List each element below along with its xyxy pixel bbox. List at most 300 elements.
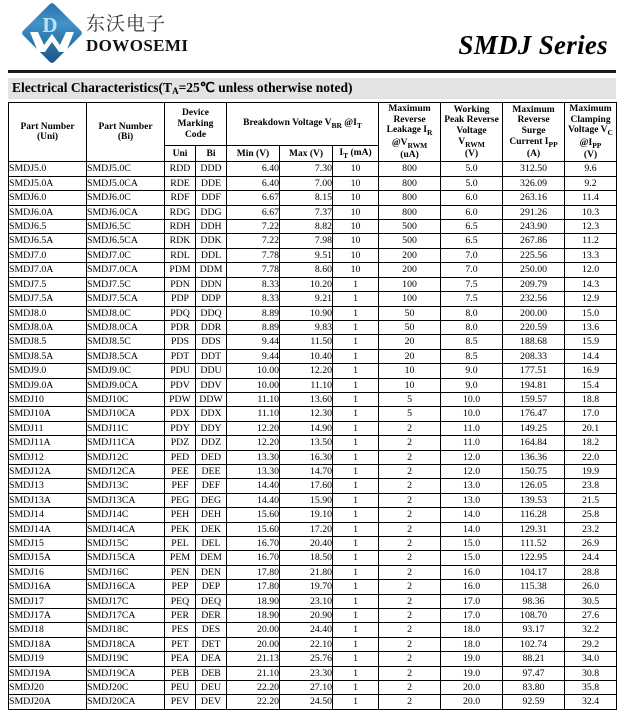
cell-clamping-voltage: 20.1 — [565, 421, 617, 435]
cell-reverse-leakage: 800 — [379, 191, 441, 205]
cell-breakdown-max: 8.15 — [280, 191, 333, 205]
cell-breakdown-max: 11.10 — [280, 378, 333, 392]
table-row — [9, 162, 617, 176]
cell-breakdown-min: 16.70 — [227, 551, 280, 565]
cell-test-current: 1 — [333, 493, 379, 507]
cell-marking-bi: DDP — [196, 292, 227, 306]
cell-test-current: 1 — [333, 551, 379, 565]
cell-breakdown-max: 9.21 — [280, 292, 333, 306]
cell-part-number-uni: SMDJ11 — [9, 421, 87, 435]
cell-working-peak-voltage: 19.0 — [441, 666, 503, 680]
cell-reverse-leakage: 2 — [379, 637, 441, 651]
th-part-bi-l2: (Bi) — [117, 132, 134, 143]
table-row — [9, 666, 617, 680]
cell-surge-current: 208.33 — [503, 349, 565, 363]
cell-surge-current: 136.36 — [503, 450, 565, 464]
cell-working-peak-voltage: 10.0 — [441, 407, 503, 421]
cell-reverse-leakage: 2 — [379, 522, 441, 536]
th-ir-l3-sub: R — [427, 128, 433, 138]
th-ipp-unit: (A) — [526, 148, 541, 159]
table-row — [9, 191, 617, 205]
th-ir-l4 — [380, 138, 439, 150]
cell-part-number-bi: SMDJ6.0C — [87, 191, 165, 205]
cell-surge-current: 291.26 — [503, 205, 565, 219]
cell-marking-uni: PEH — [165, 508, 196, 522]
cell-reverse-leakage: 800 — [379, 162, 441, 176]
cell-reverse-leakage: 2 — [379, 537, 441, 551]
cell-breakdown-min: 21.13 — [227, 652, 280, 666]
cell-part-number-uni: SMDJ8.5A — [9, 349, 87, 363]
cell-clamping-voltage: 28.8 — [565, 565, 617, 579]
cell-breakdown-min: 12.20 — [227, 436, 280, 450]
cell-part-number-bi: SMDJ17CA — [87, 609, 165, 623]
th-part-bi-l1: Part Number — [98, 121, 153, 132]
cell-working-peak-voltage: 6.5 — [441, 234, 503, 248]
cell-test-current: 1 — [333, 335, 379, 349]
cell-surge-current: 97.47 — [503, 666, 565, 680]
cell-clamping-voltage: 30.5 — [565, 594, 617, 608]
cell-part-number-bi: SMDJ8.0C — [87, 306, 165, 320]
cell-marking-bi: DDM — [196, 263, 227, 277]
cell-working-peak-voltage: 17.0 — [441, 594, 503, 608]
cell-reverse-leakage: 2 — [379, 464, 441, 478]
cell-breakdown-min: 20.00 — [227, 623, 280, 637]
cell-clamping-voltage: 25.8 — [565, 508, 617, 522]
cell-working-peak-voltage: 7.0 — [441, 263, 503, 277]
cell-part-number-uni: SMDJ6.0 — [9, 191, 87, 205]
cell-test-current: 1 — [333, 436, 379, 450]
cell-breakdown-max: 12.20 — [280, 364, 333, 378]
cell-surge-current: 149.25 — [503, 421, 565, 435]
cell-breakdown-max: 9.51 — [280, 248, 333, 262]
cell-part-number-bi: SMDJ6.5CA — [87, 234, 165, 248]
cell-working-peak-voltage: 16.0 — [441, 565, 503, 579]
cell-breakdown-min: 21.10 — [227, 666, 280, 680]
th-ipp-l2: Reverse — [517, 115, 550, 126]
cell-working-peak-voltage: 13.0 — [441, 493, 503, 507]
cell-test-current: 1 — [333, 666, 379, 680]
cell-part-number-bi: SMDJ6.0CA — [87, 205, 165, 219]
cell-marking-uni: PEV — [165, 695, 196, 709]
cell-breakdown-min: 22.20 — [227, 681, 280, 695]
table-row — [9, 623, 617, 637]
table-row — [9, 364, 617, 378]
cell-test-current: 1 — [333, 306, 379, 320]
cell-marking-bi: DES — [196, 623, 227, 637]
table-row — [9, 522, 617, 536]
th-ipp-l1: Maximum — [512, 104, 555, 115]
th-ir-l4-sub: RWM — [407, 140, 428, 150]
logo-letter-d: D — [42, 13, 58, 37]
cell-reverse-leakage: 2 — [379, 609, 441, 623]
cell-surge-current: 150.75 — [503, 464, 565, 478]
th-ipp-l4 — [504, 137, 563, 149]
cell-working-peak-voltage: 9.0 — [441, 378, 503, 392]
cell-reverse-leakage: 2 — [379, 508, 441, 522]
table-row — [9, 176, 617, 190]
table-row — [9, 320, 617, 334]
table-row — [9, 292, 617, 306]
cell-reverse-leakage: 50 — [379, 306, 441, 320]
cell-marking-uni: PET — [165, 637, 196, 651]
table-row — [9, 580, 617, 594]
cell-working-peak-voltage: 15.0 — [441, 551, 503, 565]
cell-working-peak-voltage: 9.0 — [441, 364, 503, 378]
table-row — [9, 464, 617, 478]
cell-breakdown-min: 14.40 — [227, 493, 280, 507]
cell-part-number-uni: SMDJ17A — [9, 609, 87, 623]
cell-part-number-uni: SMDJ10A — [9, 407, 87, 421]
th-ir-l4-text: @V — [391, 137, 408, 148]
cell-surge-current: 164.84 — [503, 436, 565, 450]
cell-test-current: 10 — [333, 248, 379, 262]
cell-surge-current: 83.80 — [503, 681, 565, 695]
cell-marking-uni: PEB — [165, 666, 196, 680]
cell-marking-uni: PEP — [165, 580, 196, 594]
cell-working-peak-voltage: 18.0 — [441, 623, 503, 637]
cell-marking-uni: PDW — [165, 392, 196, 406]
cell-breakdown-max: 8.60 — [280, 263, 333, 277]
cell-marking-uni: PDZ — [165, 436, 196, 450]
table-row — [9, 248, 617, 262]
cell-clamping-voltage: 26.0 — [565, 580, 617, 594]
table-row — [9, 565, 617, 579]
table-row — [9, 277, 617, 291]
cell-reverse-leakage: 100 — [379, 292, 441, 306]
cell-working-peak-voltage: 14.0 — [441, 508, 503, 522]
cell-clamping-voltage: 12.0 — [565, 263, 617, 277]
cell-reverse-leakage: 2 — [379, 479, 441, 493]
th-marking-l3: Code — [184, 129, 207, 140]
cell-clamping-voltage: 13.3 — [565, 248, 617, 262]
cell-surge-current: 176.47 — [503, 407, 565, 421]
cell-breakdown-min: 22.20 — [227, 695, 280, 709]
cell-marking-uni: RDL — [165, 248, 196, 262]
cell-reverse-leakage: 2 — [379, 594, 441, 608]
cell-working-peak-voltage: 5.0 — [441, 176, 503, 190]
cell-part-number-uni: SMDJ12A — [9, 464, 87, 478]
cell-working-peak-voltage: 7.0 — [441, 248, 503, 262]
cell-reverse-leakage: 20 — [379, 349, 441, 363]
cell-test-current: 10 — [333, 263, 379, 277]
cell-test-current: 1 — [333, 277, 379, 291]
cell-part-number-uni: SMDJ7.5 — [9, 277, 87, 291]
electrical-characteristics-table — [8, 102, 617, 710]
th-part-number-bi — [87, 103, 165, 162]
cell-test-current: 1 — [333, 580, 379, 594]
cell-breakdown-max: 25.76 — [280, 652, 333, 666]
th-vc-l4 — [566, 138, 615, 150]
cell-part-number-uni: SMDJ19A — [9, 666, 87, 680]
th-marking-bi: Bi — [196, 146, 227, 162]
cell-part-number-uni: SMDJ5.0 — [9, 162, 87, 176]
cell-test-current: 1 — [333, 450, 379, 464]
cell-clamping-voltage: 14.3 — [565, 277, 617, 291]
cell-reverse-leakage: 20 — [379, 335, 441, 349]
cell-part-number-uni: SMDJ16 — [9, 565, 87, 579]
cell-marking-uni: RDG — [165, 205, 196, 219]
cell-part-number-bi: SMDJ18C — [87, 623, 165, 637]
cell-marking-bi: DDW — [196, 392, 227, 406]
cell-reverse-leakage: 2 — [379, 623, 441, 637]
section-title-part2: =25℃ unless otherwise noted) — [178, 80, 353, 95]
cell-breakdown-min: 18.90 — [227, 594, 280, 608]
cell-part-number-uni: SMDJ16A — [9, 580, 87, 594]
cell-surge-current: 326.09 — [503, 176, 565, 190]
cell-reverse-leakage: 2 — [379, 681, 441, 695]
cell-test-current: 1 — [333, 364, 379, 378]
page-header — [0, 0, 624, 72]
th-marking-l2: Marking — [177, 118, 214, 129]
cell-working-peak-voltage: 6.0 — [441, 205, 503, 219]
cell-surge-current: 126.05 — [503, 479, 565, 493]
cell-marking-bi: DDX — [196, 407, 227, 421]
cell-reverse-leakage: 800 — [379, 205, 441, 219]
th-ir-l3 — [380, 125, 439, 137]
cell-part-number-bi: SMDJ10C — [87, 392, 165, 406]
cell-part-number-uni: SMDJ9.0A — [9, 378, 87, 392]
cell-marking-bi: DDG — [196, 205, 227, 219]
cell-marking-bi: DEQ — [196, 594, 227, 608]
cell-surge-current: 88.21 — [503, 652, 565, 666]
cell-clamping-voltage: 11.2 — [565, 234, 617, 248]
cell-reverse-leakage: 50 — [379, 320, 441, 334]
series-title: SMDJ Series — [458, 30, 608, 60]
cell-reverse-leakage: 2 — [379, 695, 441, 709]
cell-working-peak-voltage: 11.0 — [441, 436, 503, 450]
cell-clamping-voltage: 12.3 — [565, 220, 617, 234]
cell-reverse-leakage: 2 — [379, 450, 441, 464]
cell-breakdown-max: 8.82 — [280, 220, 333, 234]
cell-test-current: 10 — [333, 176, 379, 190]
cell-breakdown-max: 10.20 — [280, 277, 333, 291]
th-ir-l1: Maximum — [388, 104, 431, 114]
cell-part-number-bi: SMDJ8.5C — [87, 335, 165, 349]
cell-marking-bi: DDN — [196, 277, 227, 291]
table-row — [9, 436, 617, 450]
cell-test-current: 1 — [333, 320, 379, 334]
table-header — [9, 103, 617, 162]
table-row — [9, 695, 617, 709]
cell-marking-uni: PDT — [165, 349, 196, 363]
cell-part-number-uni: SMDJ13A — [9, 493, 87, 507]
cell-marking-uni: PDQ — [165, 306, 196, 320]
cell-marking-uni: PES — [165, 623, 196, 637]
cell-part-number-bi: SMDJ20CA — [87, 695, 165, 709]
cell-part-number-uni: SMDJ7.0 — [9, 248, 87, 262]
cell-surge-current: 102.74 — [503, 637, 565, 651]
cell-clamping-voltage: 14.4 — [565, 349, 617, 363]
cell-marking-uni: PEG — [165, 493, 196, 507]
cell-part-number-bi: SMDJ12CA — [87, 464, 165, 478]
cell-surge-current: 194.81 — [503, 378, 565, 392]
cell-working-peak-voltage: 7.5 — [441, 277, 503, 291]
cell-marking-bi: DEF — [196, 479, 227, 493]
cell-test-current: 1 — [333, 508, 379, 522]
table-row — [9, 551, 617, 565]
cell-part-number-bi: SMDJ6.5C — [87, 220, 165, 234]
cell-marking-uni: PDY — [165, 421, 196, 435]
cell-test-current: 1 — [333, 623, 379, 637]
cell-breakdown-min: 8.89 — [227, 320, 280, 334]
cell-surge-current: 243.90 — [503, 220, 565, 234]
cell-part-number-bi: SMDJ10CA — [87, 407, 165, 421]
th-vc-unit: (V) — [583, 149, 598, 160]
th-max-reverse-surge-current — [503, 103, 565, 162]
cell-test-current: 1 — [333, 594, 379, 608]
cell-working-peak-voltage: 20.0 — [441, 695, 503, 709]
cell-breakdown-max: 10.90 — [280, 306, 333, 320]
cell-breakdown-min: 18.90 — [227, 609, 280, 623]
cell-clamping-voltage: 34.0 — [565, 652, 617, 666]
cell-surge-current: 159.57 — [503, 392, 565, 406]
th-it-text: I — [339, 147, 344, 158]
cell-part-number-uni: SMDJ6.0A — [9, 205, 87, 219]
cell-part-number-uni: SMDJ18A — [9, 637, 87, 651]
cell-reverse-leakage: 2 — [379, 421, 441, 435]
cell-breakdown-min: 17.80 — [227, 565, 280, 579]
cell-part-number-bi: SMDJ11C — [87, 421, 165, 435]
cell-breakdown-max: 23.30 — [280, 666, 333, 680]
cell-part-number-uni: SMDJ15 — [9, 537, 87, 551]
company-name-en: DOWOSEMI — [86, 35, 189, 55]
cell-breakdown-min: 13.30 — [227, 450, 280, 464]
cell-marking-bi: DDD — [196, 162, 227, 176]
table-row — [9, 609, 617, 623]
cell-test-current: 10 — [333, 234, 379, 248]
cell-clamping-voltage: 21.5 — [565, 493, 617, 507]
cell-breakdown-max: 19.70 — [280, 580, 333, 594]
cell-breakdown-max: 17.20 — [280, 522, 333, 536]
th-vrwm-l4-sub: RWM — [465, 139, 485, 149]
cell-clamping-voltage: 15.4 — [565, 378, 617, 392]
cell-part-number-bi: SMDJ20C — [87, 681, 165, 695]
cell-part-number-bi: SMDJ9.0CA — [87, 378, 165, 392]
cell-test-current: 1 — [333, 637, 379, 651]
cell-marking-bi: DEM — [196, 551, 227, 565]
cell-surge-current: 93.17 — [503, 623, 565, 637]
spec-table-container — [8, 102, 616, 710]
table-row — [9, 421, 617, 435]
th-part-number-uni — [9, 103, 87, 162]
cell-test-current: 10 — [333, 191, 379, 205]
cell-clamping-voltage: 9.6 — [565, 162, 617, 176]
cell-working-peak-voltage: 11.0 — [441, 421, 503, 435]
cell-surge-current: 98.36 — [503, 594, 565, 608]
cell-surge-current: 108.70 — [503, 609, 565, 623]
cell-part-number-bi: SMDJ7.5CA — [87, 292, 165, 306]
cell-part-number-bi: SMDJ19C — [87, 652, 165, 666]
cell-test-current: 1 — [333, 565, 379, 579]
cell-breakdown-min: 11.10 — [227, 392, 280, 406]
cell-breakdown-max: 7.00 — [280, 176, 333, 190]
cell-surge-current: 115.38 — [503, 580, 565, 594]
cell-clamping-voltage: 18.8 — [565, 392, 617, 406]
cell-test-current: 10 — [333, 162, 379, 176]
cell-part-number-bi: SMDJ14C — [87, 508, 165, 522]
cell-part-number-bi: SMDJ7.0C — [87, 248, 165, 262]
cell-marking-uni: PDP — [165, 292, 196, 306]
cell-marking-uni: PDU — [165, 364, 196, 378]
cell-reverse-leakage: 500 — [379, 234, 441, 248]
table-row — [9, 407, 617, 421]
cell-clamping-voltage: 16.9 — [565, 364, 617, 378]
cell-part-number-uni: SMDJ9.0 — [9, 364, 87, 378]
cell-working-peak-voltage: 6.5 — [441, 220, 503, 234]
cell-working-peak-voltage: 10.0 — [441, 392, 503, 406]
cell-marking-bi: DEG — [196, 493, 227, 507]
th-max-reverse-leakage — [379, 103, 441, 162]
cell-part-number-uni: SMDJ15A — [9, 551, 87, 565]
table-row — [9, 306, 617, 320]
cell-part-number-uni: SMDJ14 — [9, 508, 87, 522]
cell-marking-bi: DEN — [196, 565, 227, 579]
cell-reverse-leakage: 2 — [379, 565, 441, 579]
cell-working-peak-voltage: 8.0 — [441, 320, 503, 334]
th-max-clamping-voltage — [565, 103, 617, 162]
header-row-main — [9, 103, 617, 146]
cell-marking-uni: PEE — [165, 464, 196, 478]
cell-marking-bi: DDE — [196, 176, 227, 190]
cell-breakdown-min: 12.20 — [227, 421, 280, 435]
cell-marking-bi: DEL — [196, 537, 227, 551]
cell-marking-uni: PDX — [165, 407, 196, 421]
cell-breakdown-min: 17.80 — [227, 580, 280, 594]
cell-reverse-leakage: 2 — [379, 652, 441, 666]
cell-breakdown-min: 7.78 — [227, 263, 280, 277]
cell-marking-uni: PED — [165, 450, 196, 464]
cell-surge-current: 129.31 — [503, 522, 565, 536]
cell-surge-current: 177.51 — [503, 364, 565, 378]
cell-marking-bi: DDV — [196, 378, 227, 392]
th-vrwm-l2: Peak Reverse — [444, 115, 499, 126]
th-marking-uni: Uni — [165, 146, 196, 162]
cell-working-peak-voltage: 15.0 — [441, 537, 503, 551]
cell-part-number-uni: SMDJ11A — [9, 436, 87, 450]
th-ipp-l4-text: Current I — [509, 136, 549, 147]
cell-part-number-uni: SMDJ14A — [9, 522, 87, 536]
cell-part-number-bi: SMDJ16CA — [87, 580, 165, 594]
cell-clamping-voltage: 32.4 — [565, 695, 617, 709]
cell-reverse-leakage: 100 — [379, 277, 441, 291]
table-row — [9, 450, 617, 464]
cell-marking-uni: PEF — [165, 479, 196, 493]
cell-part-number-bi: SMDJ7.0CA — [87, 263, 165, 277]
table-row — [9, 378, 617, 392]
cell-marking-uni: PDV — [165, 378, 196, 392]
section-title-part1: Electrical Characteristics(T — [12, 80, 173, 95]
th-vc-l2: Clamping — [570, 114, 611, 125]
cell-part-number-bi: SMDJ8.0CA — [87, 320, 165, 334]
cell-test-current: 1 — [333, 681, 379, 695]
table-row — [9, 637, 617, 651]
table-row — [9, 263, 617, 277]
cell-reverse-leakage: 2 — [379, 551, 441, 565]
cell-part-number-bi: SMDJ9.0C — [87, 364, 165, 378]
cell-test-current: 1 — [333, 537, 379, 551]
cell-marking-uni: PDM — [165, 263, 196, 277]
cell-test-current: 1 — [333, 392, 379, 406]
cell-surge-current: 232.56 — [503, 292, 565, 306]
table-row — [9, 594, 617, 608]
cell-working-peak-voltage: 14.0 — [441, 522, 503, 536]
th-vc-l4-text: @I — [579, 137, 593, 148]
th-marking-l1: Device — [182, 108, 209, 119]
cell-breakdown-max: 7.37 — [280, 205, 333, 219]
cell-part-number-uni: SMDJ6.5A — [9, 234, 87, 248]
cell-marking-bi: DEV — [196, 695, 227, 709]
cell-breakdown-max: 7.98 — [280, 234, 333, 248]
